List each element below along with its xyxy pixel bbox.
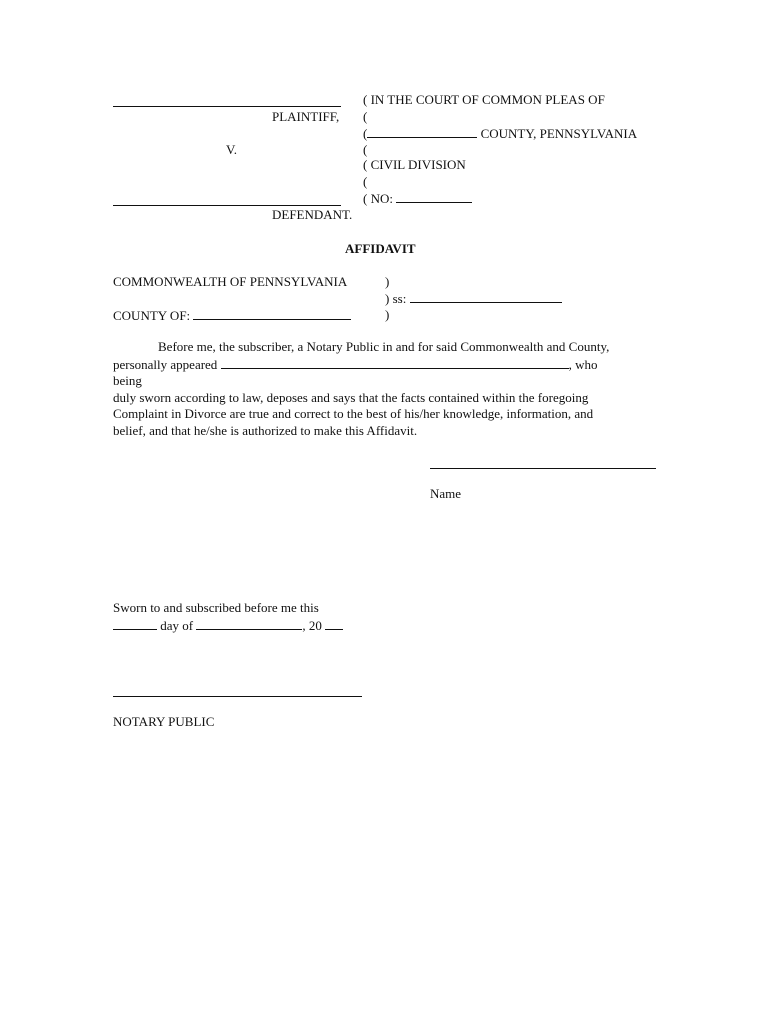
day-of-label: day of [160, 618, 194, 633]
court-line-1: ( IN THE COURT OF COMMON PLEAS OF [363, 92, 605, 107]
affidavit-body [113, 339, 623, 439]
day-blank[interactable] [113, 617, 157, 630]
commonwealth-label: COMMONWEALTH OF PENNSYLVANIA [113, 274, 348, 289]
body-line-4: Complaint in Divorce are true and correct to the best of his/her knowledge, information, and [113, 406, 594, 421]
body-line-5: belief, and that he/she is authorized to make this Affidavit. [113, 422, 418, 438]
who-being-label: , who being [113, 356, 598, 388]
docket-number-blank[interactable] [396, 190, 472, 203]
month-blank[interactable] [196, 617, 302, 630]
sworn-line-1: Sworn to and subscribed before me this [113, 600, 319, 615]
body-line-1: Before me, the subscriber, a Notary Public in and for said Commonwealth and County, [158, 339, 610, 354]
ss-blank[interactable] [410, 290, 562, 303]
county-of-line [113, 307, 351, 324]
plaintiff-label: PLAINTIFF, [272, 109, 340, 124]
civil-division-label: ( CIVIL DIVISION [363, 157, 466, 172]
court-line-4: ( [363, 142, 368, 157]
ss-line [385, 290, 562, 307]
signature-blank[interactable] [430, 468, 656, 469]
body-line-3: duly sworn according to law, deposes and says that the facts contained within the foregoing [113, 389, 589, 405]
notary-public-label: NOTARY PUBLIC [113, 714, 215, 729]
venue-paren-top: ) [385, 274, 390, 289]
county-pennsylvania-label: COUNTY, PENNSYLVANIA [477, 126, 638, 141]
affiant-name-blank[interactable] [221, 356, 569, 369]
body-line-2 [113, 356, 623, 390]
court-line-2: ( [363, 109, 368, 124]
county-of-blank[interactable] [193, 307, 351, 320]
court-county-line [363, 125, 637, 142]
county-of-label: COUNTY OF: [113, 308, 191, 323]
venue-paren-bottom: ) [385, 307, 390, 322]
year-prefix-label: , 20 [302, 618, 322, 633]
personally-appeared-label: personally appeared [113, 356, 218, 372]
name-label: Name [430, 486, 462, 501]
year-blank[interactable] [325, 617, 343, 630]
sworn-line-2 [113, 617, 343, 634]
notary-signature-blank[interactable] [113, 696, 362, 697]
docket-number-line [363, 190, 472, 207]
court-line-6: ( [363, 174, 368, 189]
affidavit-title: AFFIDAVIT [345, 241, 416, 256]
ss-label: ) ss: [385, 291, 407, 306]
docket-no-label: ( NO: [363, 191, 393, 206]
defendant-label: DEFENDANT. [272, 207, 353, 222]
defendant-name-blank[interactable] [113, 205, 341, 206]
plaintiff-name-blank[interactable] [113, 106, 341, 107]
court-paren: ( [363, 126, 368, 141]
versus-label: V. [226, 142, 237, 157]
county-name-blank[interactable] [367, 125, 477, 138]
